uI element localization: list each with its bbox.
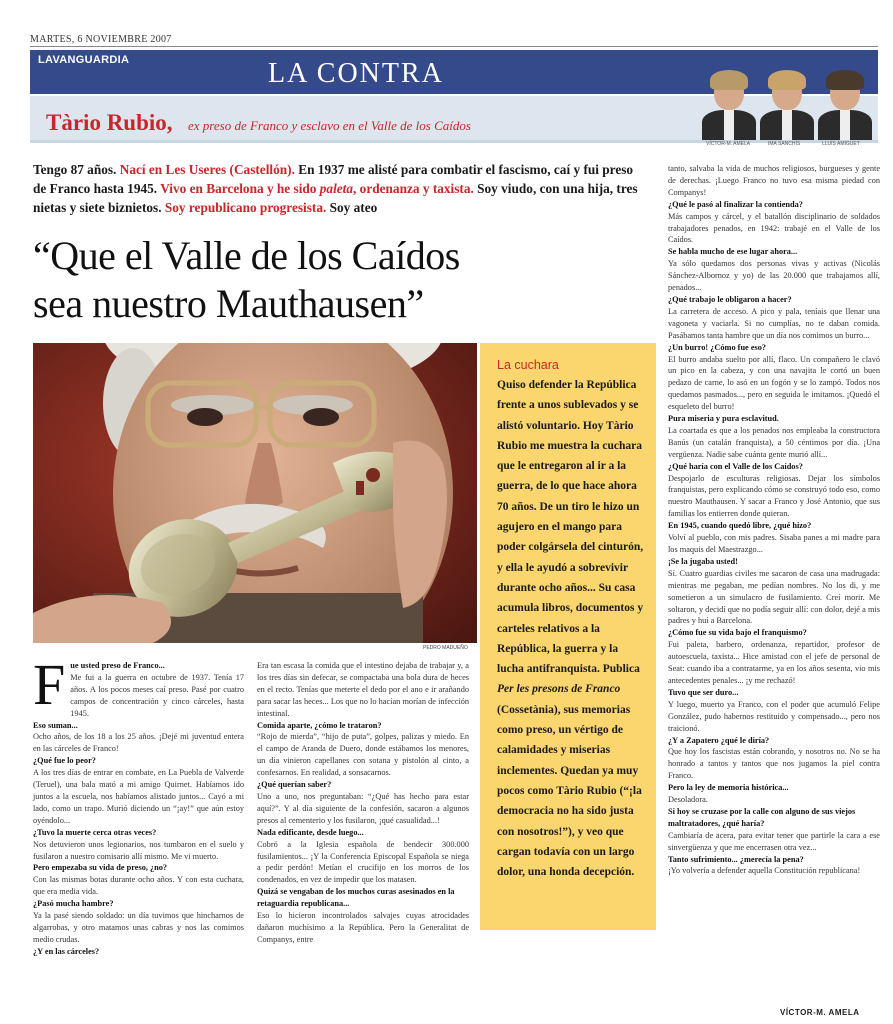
intro-war: En 1937 me alisté para combatir el fascismo, caí y fui preso de Franco hasta 1945. [33, 162, 634, 196]
interview-answer: Con las mismas botas durante ocho años. Y con esta cuchara, que era media vida. [33, 875, 244, 897]
author-signature: VÍCTOR-M. AMELA [780, 1008, 860, 1017]
intro-politics: Soy republicano progresista. [164, 200, 327, 215]
sidebar-text: Quiso defender la República frente a unos sublevados y se alistó voluntario. Hoy Tàrio Rubio me muestra la cuchara que le entregaron al ir a la guerra, de lo que hace ahora 70 años. De un tiro le hizo un agujero en el mango para poder colgársela del cinturón, y ella le ayudó a sobrevivir durante ocho años... Su casa acumula libros, documentos y carteles relativos a la República, la guerra y la lucha antifranquista. Publica Per les presons de Franco (Cossetània), sus memorias como preso, un vértigo de calamidades y miserias inclementes. Quedan ya muy pocos como Tàrio Rubio (“¡la democracia no ha sido justa con nosotros!”), y veo que cargan todavía con un largo dolor, una honda decepción. [497, 379, 644, 879]
intro-age: Tengo 87 años. [33, 162, 117, 177]
section-title: LA CONTRA [268, 58, 444, 89]
header-rule [30, 46, 878, 47]
interview-question: ¿Qué trabajo le obligaron a hacer? [668, 294, 792, 304]
interview-answer: Cobró a la Iglesia española de bendecir 300.000 fusilamientos... ¡Y la Conferencia Episcopal Española se niega a pedir perdón! Metían el crucifijo en los morros de los condenados, en vez de impedir que los matasen. [257, 839, 469, 885]
interview-question: ¿Qué le pasó al finalizar la contienda? [668, 199, 803, 209]
interviewee-name: Tàrio Rubio, [46, 110, 173, 135]
interview-question: ¿Tuvo la muerte cerca otras veces? [33, 827, 157, 837]
interview-question: Se habla mucho de ese lugar ahora... [668, 247, 798, 257]
sidebar-title: La cuchara [497, 358, 559, 372]
newspaper-logo: LAVANGUARDIA [38, 54, 130, 66]
interview-answer: Fui paleta, barbero, ordenanza, repartidor, profesor de autoescuela, taxista... Hice amistad con el jefe de personal de Seat: cuando iba a contratarme, ya en los años sesenta, vio mis antecedentes penales... ¡y me rechazó! [668, 640, 880, 685]
interviewer-portrait [818, 70, 872, 140]
interview-answer: La carretera de acceso. A pico y pala, teníais que llenar una vagoneta y vaciarla. Si no cumplías, no te daban comida. Pasábamos tanta hambre que un día nos comimos un burro... [668, 306, 880, 340]
interviewer-caption: LLUÍS AMIGUET [822, 141, 860, 147]
interview-answer: “Rojo de mierda”, “hijo de puta”, golpes, palizas y miedo. En el campo de Aranda de Duero, donde estábamos los menores, un día vinieron capellanes con sotana y pistolón al cinto, a confesarnos. En realidad, a sonsacarnos. [257, 732, 469, 778]
interviewer-caption: IMA SANCHÍS [768, 141, 801, 147]
intro-birthplace: Nací en Les Useres (Castellón). [119, 162, 295, 177]
interview-answer: La coartada es que a los penados nos empleaba la constructora Banús (un catalán franquista), a 50 céntimos por día. ¡Una vergüenza. Nadie sabe cuánta gente murió allí... [668, 425, 880, 459]
issue-date: MARTES, 6 NOVIEMBRE 2007 [30, 34, 172, 45]
interview-answer: Ya la pasé siendo soldado: un día tuvimos que hincharnos de algarrobas, y otro matamos unas cabras y nos las comimos medio crudas. [33, 911, 244, 944]
interview-question: Pero empezaba su vida de preso, ¿no? [33, 863, 168, 873]
interview-question: ¿Un burro! ¿Cómo fue eso? [668, 342, 767, 352]
interview-question: ¿Qué querían saber? [257, 780, 332, 790]
interview-answer: Era tan escasa la comida que el intestino dejaba de trabajar y, a los tres días sin defecar, se compactaba una bola dura de heces en el recto. Tenías que meterte el dedo por el ano e ir arañando para sacar las heces... Los que no lo hacían morían de infección intestinal. [257, 661, 469, 718]
interview-question: Nada edificante, desde luego... [257, 827, 364, 837]
portrait-illustration [33, 343, 477, 643]
interview-question: Si hoy se cruzase por la calle con alguno de sus viejos maltratadores, ¿qué haría? [668, 806, 856, 828]
intro-work: Vivo en Barcelona y he sido paleta, ordenanza y taxista. [160, 181, 474, 196]
interview-answer: Que hoy los fascistas están cobrando, y nosotros no. No se ha honrado a tantos y tantos que nos jugamos la piel contra Franco. [668, 747, 880, 781]
interviewee-subtitle: ex preso de Franco y esclavo en el Valle de los Caídos [188, 118, 471, 133]
interview-answer: Uno a uno, nos preguntaban: “¿Qué has hecho para estar aquí?”. Y al día siguiente de la confesión, sacaron a algunos presos al cementerio y los fusilaron, ¡qué casualidad...! [257, 791, 469, 825]
interviewer-portrait [702, 70, 756, 140]
interview-question: Eso suman... [33, 720, 78, 730]
interview-answer: Desoladora. [668, 795, 708, 805]
interview-question: ¿Qué haría con el Valle de los Caídos? [668, 461, 803, 471]
interview-answer: Nos detuvieron unos legionarios, nos tumbaron en el suelo y fusilaron a nuestro comisario allí mismo. Me vi muerto. [33, 839, 244, 861]
interview-question: ue usted preso de Franco... [70, 661, 165, 670]
interview-answer: Ocho años, de los 18 a los 25 años. ¡Dejé mi juventud entera en las cárceles de Franco! [33, 732, 244, 754]
interview-answer: Despojarlo de esculturas religiosas. Dejar los símbolos franquistas, pero explicando cómo se construyó todo eso, como nuestro Mauthausen. Y sacar a Franco y José Antonio, que sus familias los entierren donde quieran. [668, 473, 880, 519]
interview-answer: Cambiaría de acera, para evitar tener que partirle la cara a ese sinvergüenza y que me encerrasen otra vez... [668, 830, 880, 852]
interview-answer: A los tres días de entrar en combate, en La Puebla de Valverde (Teruel), una bala mató a mi amigo Quirnet. Habíamos ido juntos a la escuela, nos habíamos alistado juntos... Cayó a mi lado, como un trapo. Murió diciendo un “¡ay!” que aún estoy oyéndolo... [33, 768, 244, 825]
interview-question: En 1945, cuando quedó libre, ¿qué hizo? [668, 521, 812, 531]
interviewer-portrait [760, 70, 814, 140]
intro-family: Soy viudo, con una hija, tres nietas y siete biznietos. [33, 181, 638, 215]
interview-answer: Y luego, muerto ya Franco, con el poder que acumuló Felipe González, pudo habernos restituido y compensado..., pero nos traicionó. [668, 699, 880, 733]
interview-answer: ¡Yo volvería a defender aquella Constitución republicana! [668, 866, 861, 876]
interview-question: ¡Se la jugaba usted! [668, 556, 738, 566]
interview-question: Comida aparte, ¿cómo le trataron? [257, 720, 382, 730]
interview-column-3 [668, 163, 880, 877]
portrait-photo [33, 343, 477, 643]
interview-answer: Ya sólo quedamos dos personas vivas y activas (Nicolás Sánchez-Albornoz y yo) de las 20.000 que trabajamos allí, penados... [668, 259, 880, 293]
interview-question: Quizá se vengaban de los muchos curas asesinados en la retaguardia republicana... [257, 887, 455, 909]
interview-answer: Más campos y cárcel, y el batallón disciplinario de soldados trabajadores penados, en 1942: trabajé en el Valle de los Caídos. [668, 211, 880, 245]
intro-belief: Soy ateo [329, 200, 378, 215]
stripe-rule [30, 140, 878, 143]
interview-question: Tuvo que ser duro... [668, 687, 739, 697]
interview-question: ¿Y en las cárceles? [33, 946, 100, 956]
interview-question: Tanto sufrimiento... ¿merecía la pena? [668, 854, 804, 864]
interview-column-1 [33, 652, 244, 958]
headline-line-2: sea nuestro Mauthausen” [33, 281, 424, 326]
interviewer-caption: VÍCTOR-M. AMELA [706, 141, 751, 147]
interview-answer: Eso lo hicieron incontrolados salvajes cuyas atrocidades dañaron muchísimo a la República. Pero la Generalitat de Companys, entre [257, 911, 469, 944]
interview-question: ¿Cómo fue su vida bajo el franquismo? [668, 628, 807, 638]
interview-question: ¿Qué fue lo peor? [33, 756, 96, 766]
headline [33, 232, 645, 328]
interview-answer: Sí. Cuatro guardias civiles me sacaron de casa una madrugada: mientras me pegaban, me pedían nombres. No los di, y me sometieron a un simulacro de fusilamiento. Creí morir. Me soltaron, y decidí que no podía seguir allí: con dolor, dejé a mis padres y huí a Barcelona. [668, 568, 880, 626]
photo-credit: PEDRO MADUEÑO [423, 645, 468, 651]
interview-question: ¿Y a Zapatero ¿qué le diría? [668, 735, 770, 745]
interview-answer: Me fui a la guerra en octubre de 1937. Tenía 17 años. A los pocos meses caí preso. Pasé por cuatro campos de concentración y cinco cárceles, hasta 1945. [70, 672, 244, 718]
interview-answer: El burro andaba suelto por allí, flaco. Un compañero le clavó un pico en la cabeza, y con una navajita le cortó un buen pedazo de carne, lo asó en un fogón y se lo zampó. Todos nos quedamos pasmados..., pero en seguida le imitamos. ¡Quedó el esqueleto del burro! [668, 354, 880, 412]
interview-answer: tanto, salvaba la vida de muchos religiosos, burgueses y gente de derechas. ¡Luego Franco no tuvo esa misma piedad con Companys! [668, 164, 880, 197]
interview-question: Pura miseria y pura esclavitud. [668, 414, 779, 424]
interview-answer: Volví al pueblo, con mis padres. Sisaba panes a mi madre para los maquis del Maestrazgo... [668, 533, 880, 554]
drop-cap: F [33, 652, 66, 717]
interview-question: ¿Pasó mucha hambre? [33, 899, 114, 909]
headline-line-1: “Que el Valle de los Caídos [33, 233, 460, 278]
interview-question: Pero la ley de memoria histórica... [668, 783, 789, 793]
intro-paragraph [33, 160, 645, 217]
interview-column-2 [257, 660, 469, 946]
